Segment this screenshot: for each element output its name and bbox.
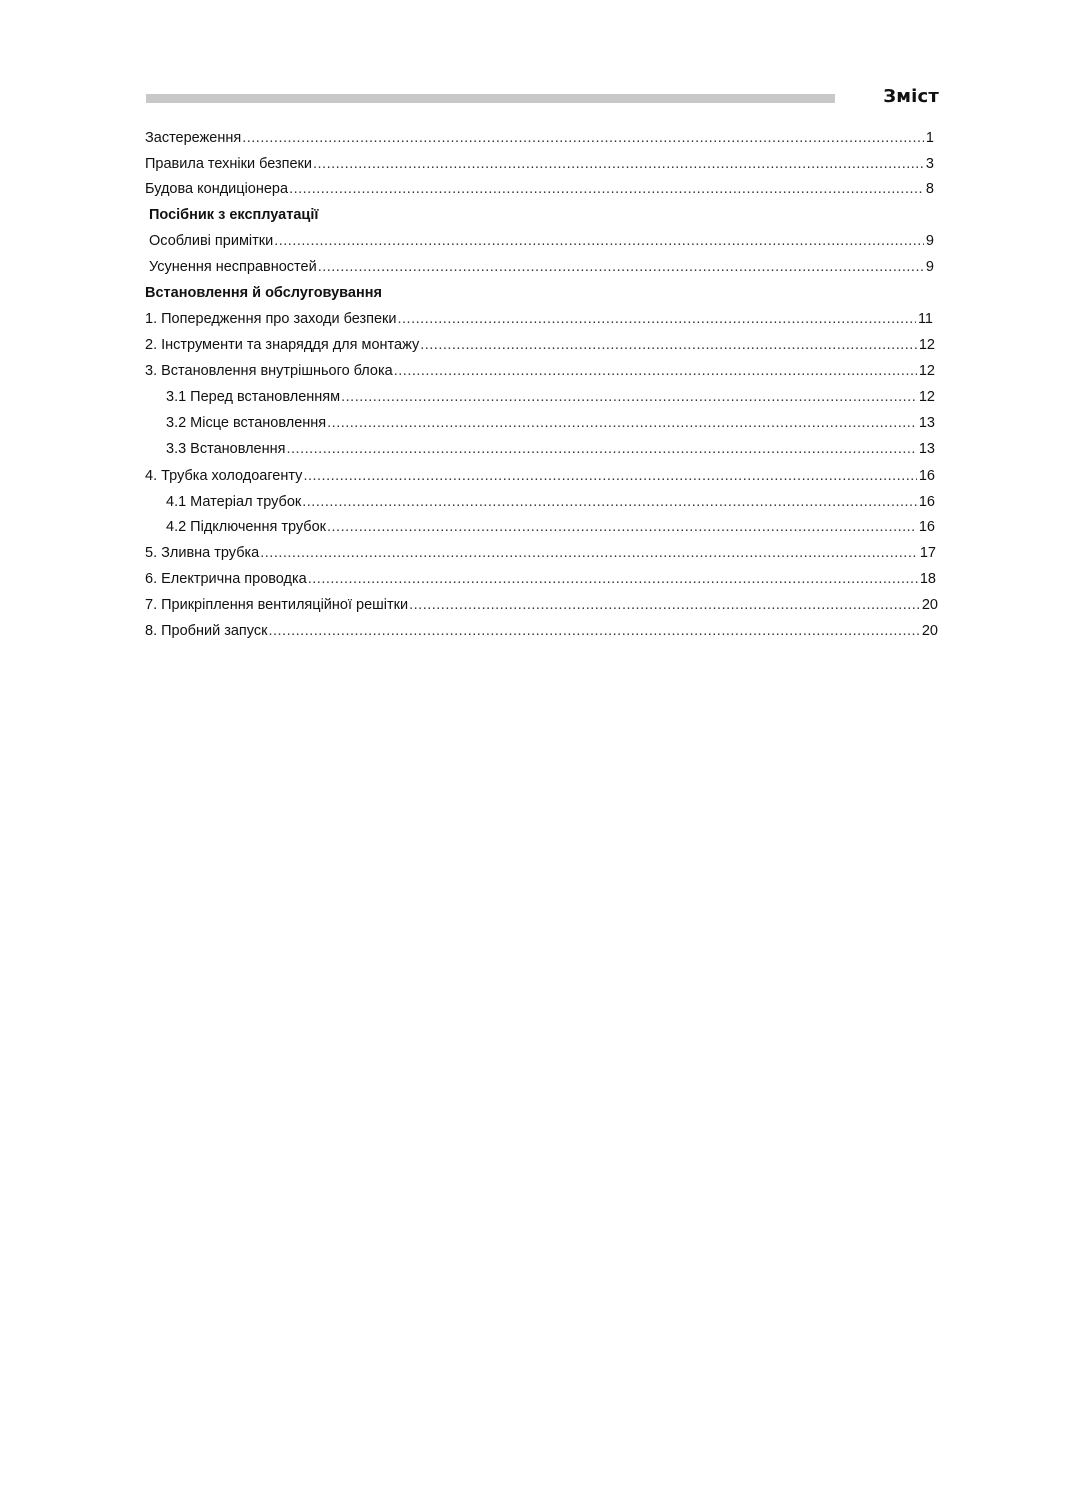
toc-leader-dots xyxy=(286,440,916,458)
toc-entry-label: Правила техніки безпеки xyxy=(145,156,312,172)
toc-entry[interactable] xyxy=(145,362,935,380)
toc-entry-page: 18 xyxy=(919,571,936,587)
toc-entry[interactable] xyxy=(145,544,936,562)
toc-entry-page: 8 xyxy=(925,181,934,197)
toc-entry[interactable] xyxy=(149,258,934,276)
toc-entry-label: 3.3 Встановлення xyxy=(166,441,286,457)
toc-entry-page: 20 xyxy=(921,623,938,639)
toc-leader-dots xyxy=(274,232,924,250)
toc-entry-label: 3.2 Місце встановлення xyxy=(166,415,327,431)
toc-entry-page: 11 xyxy=(917,311,933,327)
toc-entry-label: Особливі примітки xyxy=(149,233,274,249)
toc-entry-page: 16 xyxy=(918,468,935,484)
toc-entry-page: 12 xyxy=(918,337,935,353)
toc-entry-label: 4.2 Підключення трубок xyxy=(166,519,326,535)
toc-leader-dots xyxy=(260,544,918,562)
toc-entry[interactable] xyxy=(145,467,935,485)
toc-entry-label: 8. Пробний запуск xyxy=(145,623,268,639)
toc-entry[interactable] xyxy=(145,570,936,588)
toc-entry[interactable] xyxy=(166,388,935,406)
toc-leader-dots xyxy=(327,414,917,432)
toc-entry-page: 12 xyxy=(918,389,935,405)
page-title: Зміст xyxy=(883,86,939,107)
toc-entry[interactable] xyxy=(145,596,938,614)
toc-leader-dots xyxy=(303,467,916,485)
toc-entry-page: 13 xyxy=(918,415,935,431)
toc-leader-dots xyxy=(341,388,917,406)
toc-entry-label: Усунення несправностей xyxy=(149,259,317,275)
toc-entry[interactable] xyxy=(166,414,935,432)
toc-leader-dots xyxy=(242,129,924,147)
toc-entry[interactable] xyxy=(145,129,934,147)
toc-entry-label: 1. Попередження про заходи безпеки xyxy=(145,311,397,327)
toc-leader-dots xyxy=(398,310,916,328)
toc-entry-label: 6. Електрична проводка xyxy=(145,571,307,587)
toc-leader-dots xyxy=(308,570,918,588)
toc-leader-dots xyxy=(268,622,919,640)
toc-leader-dots xyxy=(409,596,920,614)
toc-entry[interactable] xyxy=(149,232,934,250)
toc-entry[interactable] xyxy=(166,518,935,536)
toc-leader-dots xyxy=(318,258,924,276)
toc-entry-label: 3.1 Перед встановленням xyxy=(166,389,341,405)
toc-entry-page: 12 xyxy=(918,363,935,379)
toc-entry-label: Будова кондиціонера xyxy=(145,181,289,197)
toc-entry-page: 3 xyxy=(925,156,934,172)
toc-section-heading-install: Встановлення й обслуговування xyxy=(145,285,382,301)
toc-leader-dots xyxy=(313,155,924,173)
toc-entry-page: 9 xyxy=(925,259,934,275)
toc-entry[interactable] xyxy=(145,336,935,354)
toc-leader-dots xyxy=(394,362,917,380)
toc-entry-page: 16 xyxy=(918,494,935,510)
header-rule xyxy=(146,94,835,103)
toc-entry-page: 1 xyxy=(925,130,934,146)
toc-section-heading-operation: Посібник з експлуатації xyxy=(149,207,319,223)
toc-entry-page: 17 xyxy=(919,545,936,561)
toc-entry-label: Застереження xyxy=(145,130,242,146)
toc-leader-dots xyxy=(302,493,917,511)
toc-entry-page: 16 xyxy=(918,519,935,535)
toc-entry-label: 2. Інструменти та знаряддя для монтажу xyxy=(145,337,420,353)
toc-entry[interactable] xyxy=(145,155,934,173)
toc-entry-label: 7. Прикріплення вентиляційної решітки xyxy=(145,597,409,613)
toc-entry[interactable] xyxy=(166,493,935,511)
toc-leader-dots xyxy=(327,518,917,536)
toc-entry-page: 13 xyxy=(918,441,935,457)
toc-entry-page: 9 xyxy=(925,233,934,249)
toc-entry-label: 4.1 Матеріал трубок xyxy=(166,494,302,510)
toc-leader-dots xyxy=(420,336,917,354)
toc-entry[interactable] xyxy=(145,180,934,198)
toc-entry-label: 5. Зливна трубка xyxy=(145,545,260,561)
toc-entry[interactable] xyxy=(145,310,933,328)
toc-entry-label: 4. Трубка холодоагенту xyxy=(145,468,303,484)
toc-leader-dots xyxy=(289,180,924,198)
toc-entry[interactable] xyxy=(145,622,938,640)
toc-entry-page: 20 xyxy=(921,597,938,613)
toc-entry-label: 3. Встановлення внутрішнього блока xyxy=(145,363,393,379)
toc-entry[interactable] xyxy=(166,440,935,458)
